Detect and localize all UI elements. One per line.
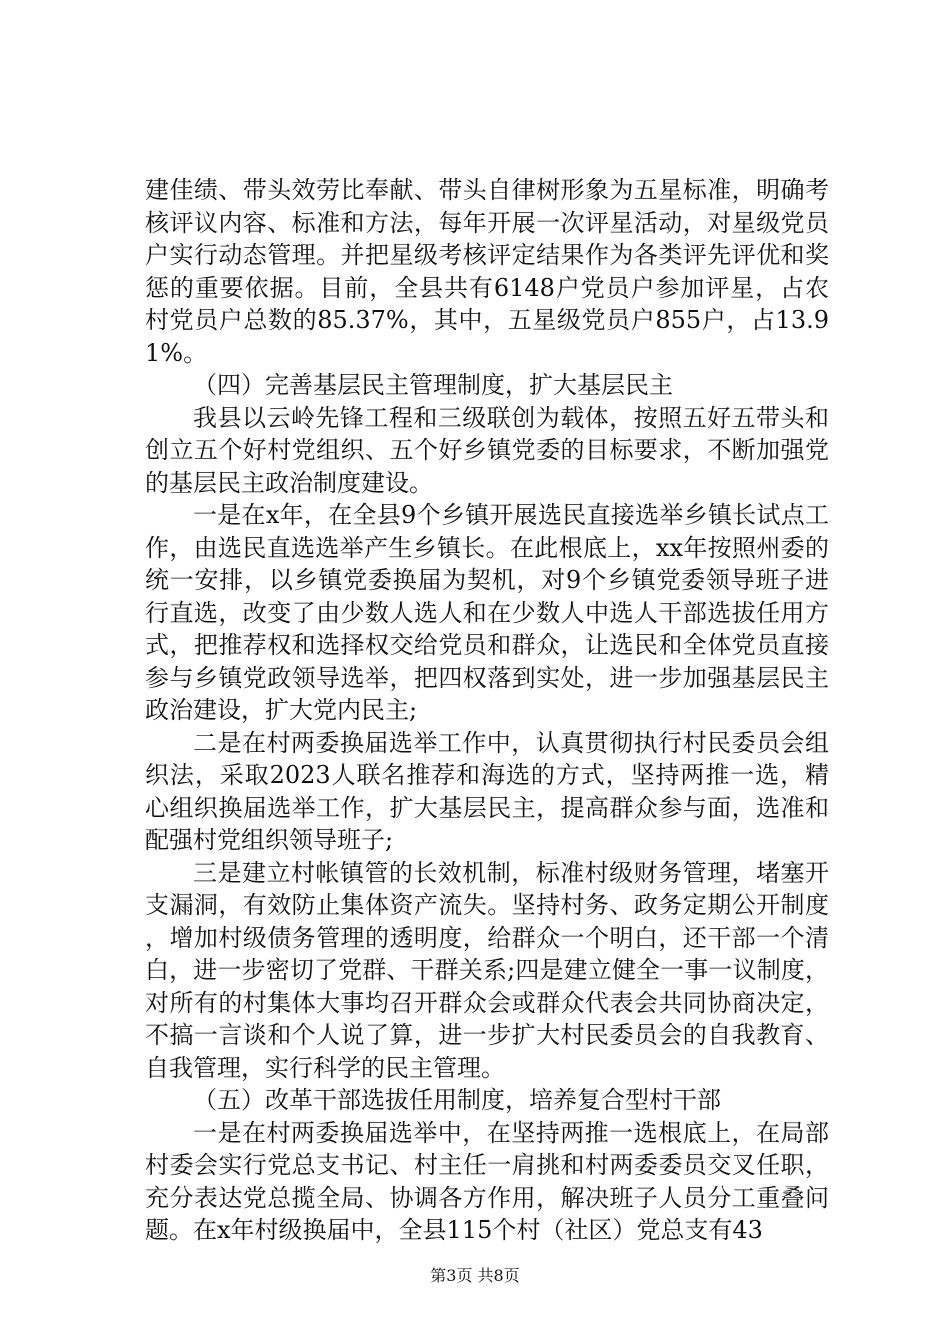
section-heading-5: （五）改革干部选拔任用制度，培养复合型村干部 (193, 1086, 721, 1114)
paragraph-2: 我县以云岭先锋工程和三级联创为载体，按照五好五带头和创立五个好村党组织、五个好乡镇党委的目标要求，不断加强党的基层民主政治制度建设。 (145, 403, 829, 497)
page-number-footer: 第3页 共8页 (430, 1266, 520, 1285)
paragraph-5: 三是建立村帐镇管的长效机制，标准村级财务管理，堵塞开支漏洞，有效防止集体资产流失。坚持村务、政务定期公开制度，增加村级债务管理的透明度，给群众一个明白，还干部一个清白，进一步密切了党群、干群关系;四是建立健全一事一议制度，对所有的村集体大事均召开群众会或群众代表会共同协商决定，不搞一言谈和个人说了算，进一步扩大村民委员会的自我教育、自我管理，实行科学的民主管理。 (145, 858, 829, 1082)
paragraph-3: 一是在x年，在全县9个乡镇开展选民直接选举乡镇长试点工作，由选民直选选举产生乡镇长。在此根底上，xx年按照州委的统一安排，以乡镇党委换届为契机，对9个乡镇党委领导班子进行直选，改变了由少数人选人和在少数人中选人干部选拔任用方式，把推荐权和选择权交给党员和群众，让选民和全体党员直接参与乡镇党政领导选举，把四权落到实处，进一步加强基层民主政治建设，扩大党内民主; (145, 501, 829, 724)
section-heading-4: （四）完善基层民主管理制度，扩大基层民主 (193, 371, 673, 399)
paragraph-6: 一是在村两委换届选举中，在坚持两推一选根底上，在局部村委会实行党总支书记、村主任一肩挑和村两委委员交叉任职，充分表达党总揽全局、协调各方作用，解决班子人员分工重叠问题。在x年村级换届中，全县115个村（社区）党总支有43 (145, 1118, 829, 1244)
paragraph-1: 建佳绩、带头效劳比奉献、带头自律树形象为五星标准，明确考核评议内容、标准和方法，每年开展一次评星活动，对星级党员户实行动态管理。并把星级考核评定结果作为各类评先评优和奖惩的重要依据。目前，全县共有6148户党员户参加评星，占农村党员户总数的85.37%，其中，五星级党员户855户，占13.91%。 (145, 176, 829, 367)
document-body (145, 174, 829, 1247)
paragraph-4: 二是在村两委换届选举工作中，认真贯彻执行村民委员会组织法，采取2023人联名推荐和海选的方式，坚持两推一选，精心组织换届选举工作，扩大基层民主，提高群众参与面，选准和配强村党组织领导班子; (145, 728, 829, 854)
